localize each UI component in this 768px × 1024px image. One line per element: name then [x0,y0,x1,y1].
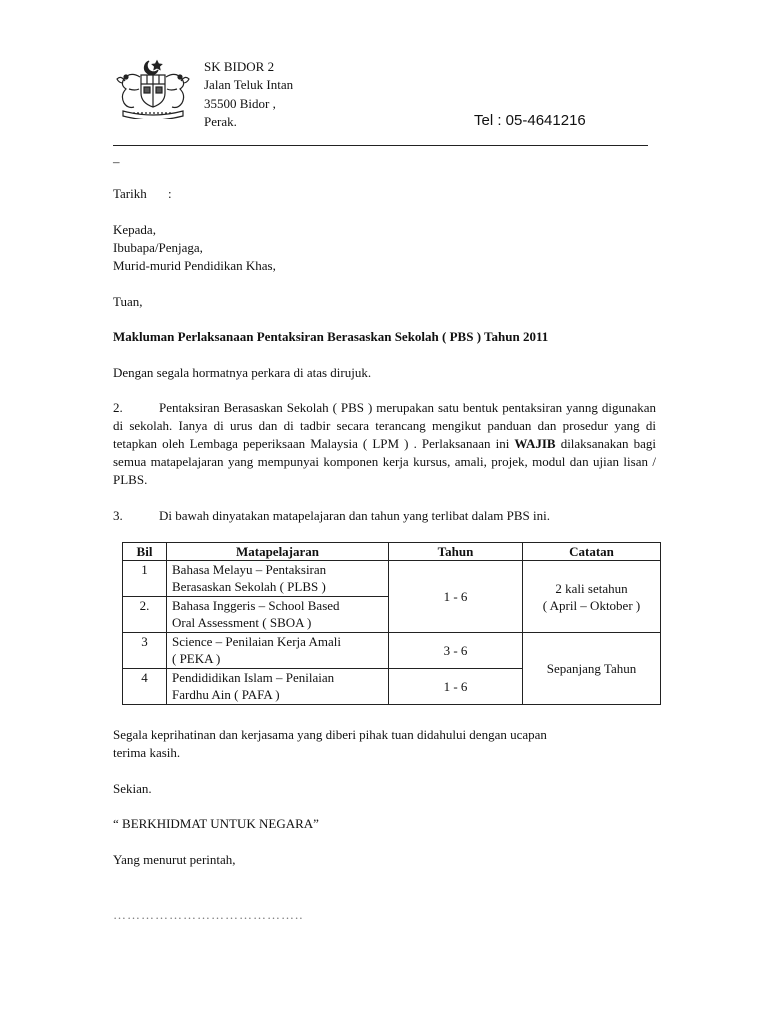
rows-1-2-tahun: 1 - 6 [389,561,523,633]
salutation: Tuan, [113,294,143,309]
recipient-line-1: Kepada, [113,222,156,237]
row-3-tahun: 3 - 6 [389,633,523,669]
row-3-bil: 3 [123,633,167,669]
recipient-line-2: Ibubapa/Penjaga, [113,240,203,255]
para-2-body [113,399,656,489]
address-postcode: 35500 Bidor , [204,96,276,111]
row-2-bil: 2. [123,597,167,633]
para-2-text-a: Pentaksiran Berasaskan Sekolah ( PBS ) merupakan satu bentuk pentaksiran yanng digunakan di sekolah. Ianya di urus dan di tadbir secara terancang mengikut panduan dan prosedur yang di tetapkan oleh Lembaga peperiksaan Malaysia ( LPM ) . Perlaksanaan ini [113,400,656,451]
divider-dash: – [113,154,120,169]
letterhead-divider [113,145,648,146]
address-street: Jalan Teluk Intan [204,77,294,92]
header-bil: Bil [123,543,167,561]
row-4-bil: 4 [123,669,167,705]
date-colon: : [168,186,172,201]
row-2-subject-line-2: Oral Assessment ( SBOA ) [172,615,312,630]
para-3-number: 3. [113,508,123,523]
recipient-line-3: Murid-murid Pendidikan Khas, [113,258,276,273]
address-state: Perak. [204,114,237,129]
row-2-subject-line-1: Bahasa Inggeris – School Based [172,598,340,613]
subjects-table [122,542,661,705]
row-4-subject [167,669,389,705]
row-3-subject [167,633,389,669]
telephone-number: Tel : 05-4641216 [474,112,586,129]
header-tahun: Tahun [389,543,523,561]
row-4-subject-line-2: Fardhu Ain ( PAFA ) [172,687,280,702]
thanks-line-2: terima kasih. [113,745,181,760]
row-2-subject [167,597,389,633]
row-4-tahun: 1 - 6 [389,669,523,705]
rows-1-2-catatan [523,561,661,633]
row-1-subject-line-1: Bahasa Melayu – Pentaksiran [172,562,327,577]
school-name: SK BIDOR 2 [204,59,275,74]
table-header-row [123,543,661,561]
thanks-line-1: Segala keprihatinan dan kerjasama yang diberi pihak tuan didahului dengan ucapan [113,727,547,742]
rows-3-4-catatan: Sepanjang Tahun [523,633,661,705]
para-2-number: 2. [113,400,123,415]
signature-line: ………………………………….. [113,907,304,922]
yours-obediently: Yang menurut perintah, [113,852,236,867]
opening-line: Dengan segala hormatnya perkara di atas dirujuk. [113,365,372,380]
table-row [123,561,661,597]
motto: “ BERKHIDMAT UNTUK NEGARA” [113,816,319,831]
para-2-text-b: dilaksanakan bagi semua matapelajaran yang mempunyai komponen kerja kursus, amali, projek, modul dan ujian lisan / PLBS. [113,436,657,487]
letter-subject: Makluman Perlaksanaan Pentaksiran Berasaskan Sekolah ( PBS ) Tahun 2011 [113,329,549,344]
coat-of-arms-icon [113,57,193,119]
row-1-subject-line-2: Berasaskan Sekolah ( PLBS ) [172,579,326,594]
header-matapelajaran: Matapelajaran [167,543,389,561]
row-4-subject-line-1: Pendididikan Islam – Penilaian [172,670,335,685]
row-3-subject-line-2: ( PEKA ) [172,651,221,666]
catatan-line-2: ( April – Oktober ) [542,597,641,613]
table-row [123,633,661,669]
date-label: Tarikh [113,186,147,201]
para-2-emphasis: WAJIB [514,436,556,451]
sekian: Sekian. [113,781,152,796]
row-1-subject [167,561,389,597]
header-catatan: Catatan [523,543,661,561]
catatan-line-1: 2 kali setahun [555,580,628,596]
para-3-text: Di bawah dinyatakan matapelajaran dan tahun yang terlibat dalam PBS ini. [159,508,550,523]
row-3-subject-line-1: Science – Penilaian Kerja Amali [172,634,341,649]
row-1-bil: 1 [123,561,167,597]
